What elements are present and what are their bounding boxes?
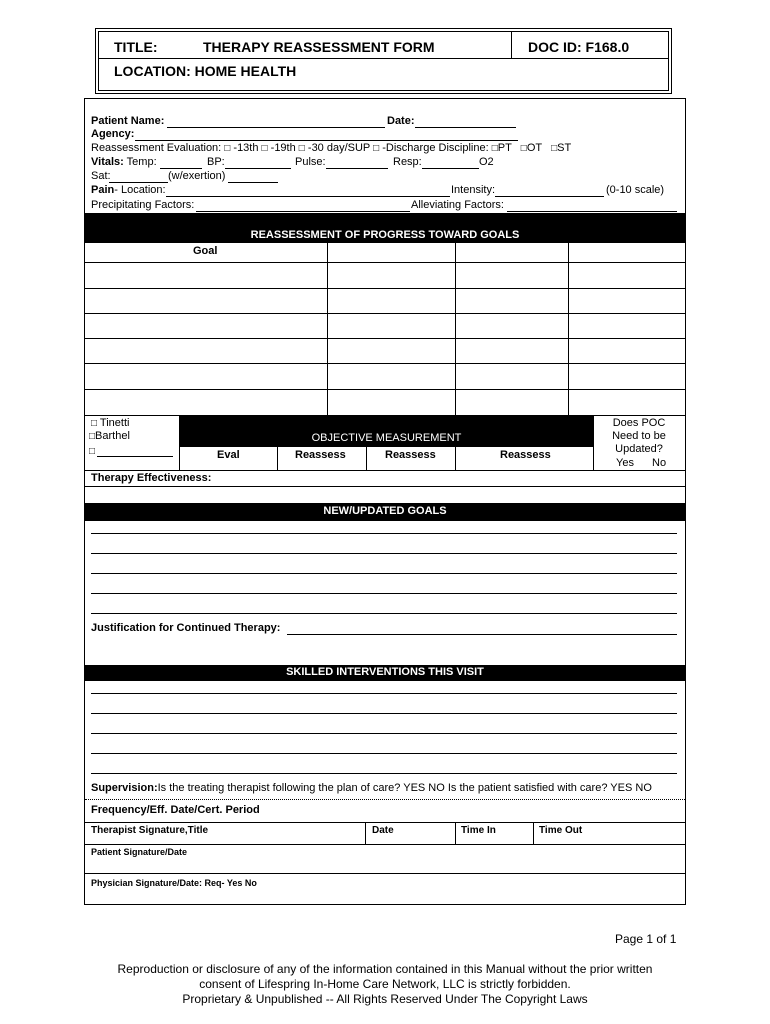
signature-col-line (533, 822, 534, 844)
progress-section-title: REASSESSMENT OF PROGRESS TOWARD GOALS (250, 229, 520, 241)
poc-line-3: Updated? (615, 443, 663, 455)
physician-signature-label: Physician Signature/Date: Req- Yes No (91, 878, 257, 888)
goal-col-line (568, 243, 569, 415)
resp-label: Resp: (393, 156, 422, 168)
checkbox-icon[interactable]: □ (89, 431, 96, 442)
discipline-label: Discipline: (438, 142, 489, 154)
sat-label: Sat: (91, 170, 111, 182)
pain-label: Pain (91, 184, 115, 196)
checkbox-icon[interactable]: □ (89, 446, 96, 457)
goal-row-line (85, 363, 685, 364)
header-divider (511, 31, 512, 58)
o2-label: O2 (479, 156, 494, 168)
signature-col-line (365, 822, 366, 844)
supervision-text: Is the treating therapist following the plan of care? YES NO Is the patient satisfied with care? YES NO (157, 782, 652, 794)
reassess-header-3: Reassess (500, 449, 551, 461)
option-30day: -30 day/SUP (307, 142, 371, 154)
justification-field[interactable] (287, 634, 677, 635)
supervision-row (91, 782, 652, 794)
intervention-line[interactable] (91, 713, 677, 714)
checkbox-icon[interactable]: □ (373, 143, 380, 154)
poc-question (596, 417, 682, 456)
therapy-effectiveness-label: Therapy Effectiveness: (91, 472, 212, 484)
tinetti-label: Tinetti (99, 417, 130, 429)
page-number: Page 1 of 1 (615, 932, 677, 946)
therapist-signature-label: Therapist Signature,Title (91, 825, 209, 836)
option-19th: -19th (270, 142, 296, 154)
agency-field[interactable] (135, 140, 518, 141)
progress-section-bar (85, 213, 685, 243)
justification-label: Justification for Continued Therapy: (91, 622, 281, 634)
precipitating-field[interactable] (196, 211, 410, 212)
location: LOCATION: HOME HEALTH (114, 63, 297, 79)
agency-label: Agency: (91, 128, 135, 140)
new-goal-line[interactable] (91, 533, 677, 534)
poc-no[interactable]: No (652, 457, 667, 469)
other-measure-row (89, 445, 95, 457)
footer-line-1: Reproduction or disclosure of any of the information contained in this Manual without the prior written (117, 962, 653, 976)
footer-line-2: consent of Lifespring In-Home Care Network, LLC is strictly forbidden. (199, 977, 571, 991)
sat-field[interactable] (109, 182, 168, 183)
discipline-ot: OT (526, 142, 542, 154)
pain-row (91, 184, 166, 196)
reassessment-row (91, 142, 571, 154)
supervision-divider (85, 799, 685, 800)
objective-section-bar (180, 416, 593, 447)
doc-id: DOC ID: F168.0 (528, 39, 630, 55)
date-field[interactable] (415, 127, 516, 128)
eval-header: Eval (217, 449, 240, 461)
objective-col-line (277, 447, 278, 470)
pain-location-field[interactable] (166, 196, 450, 197)
reassess-header-2: Reassess (385, 449, 436, 461)
objective-bottom-line (85, 470, 685, 471)
reassess-header-1: Reassess (295, 449, 346, 461)
objective-section-title: OBJECTIVE MEASUREMENT (311, 432, 462, 444)
checkbox-icon[interactable]: □ (261, 143, 268, 154)
goal-row-line (85, 288, 685, 289)
time-out-label: Time Out (539, 825, 583, 836)
intervention-line[interactable] (91, 753, 677, 754)
goal-col-line (455, 243, 456, 415)
new-goal-line[interactable] (91, 573, 677, 574)
intensity-field[interactable] (495, 196, 604, 197)
intensity-label: Intensity: (451, 184, 496, 196)
signature-top-line (85, 822, 685, 823)
intervention-line[interactable] (91, 773, 677, 774)
checkbox-icon[interactable]: □ (298, 143, 305, 154)
bp-label: BP: (207, 156, 225, 168)
objective-col-line (455, 447, 456, 470)
checkbox-icon[interactable]: □ (491, 143, 498, 154)
goal-row-line (85, 338, 685, 339)
alleviating-label: Alleviating Factors: (411, 199, 504, 211)
supervision-label: Supervision: (91, 782, 158, 794)
title-label: TITLE: (114, 39, 158, 55)
goal-row-line (85, 262, 685, 263)
bp-field[interactable] (225, 168, 291, 169)
objective-col-line (366, 447, 367, 470)
checkbox-icon[interactable]: □ (520, 143, 527, 154)
discipline-pt: PT (497, 142, 512, 154)
pulse-label: Pulse: (295, 156, 326, 168)
goal-row-line (85, 313, 685, 314)
other-measure-field[interactable] (97, 456, 173, 457)
exertion-label: (w/exertion) (168, 170, 226, 182)
new-goals-bar (85, 503, 685, 521)
header-rule (98, 58, 669, 59)
patient-name-field[interactable] (167, 127, 385, 128)
temp-field[interactable] (160, 168, 202, 169)
new-goal-line[interactable] (91, 613, 677, 614)
new-goal-line[interactable] (91, 593, 677, 594)
checkbox-icon[interactable]: □ (551, 143, 558, 154)
patient-name-label: Patient Name: (91, 115, 165, 127)
precipitating-label: Precipitating Factors: (91, 199, 195, 211)
checkbox-icon[interactable]: □ (91, 418, 98, 429)
frequency-label: Frequency/Eff. Date/Cert. Period (91, 804, 260, 816)
form-title: THERAPY REASSESSMENT FORM (203, 39, 435, 55)
exertion-field[interactable] (228, 182, 278, 183)
skilled-interventions-title: SKILLED INTERVENTIONS THIS VISIT (286, 666, 484, 678)
intervention-line[interactable] (91, 693, 677, 694)
poc-yes[interactable]: Yes (616, 457, 634, 469)
objective-col-line (593, 415, 594, 470)
temp-label: Temp: (126, 156, 157, 168)
signature-row-line (85, 873, 685, 874)
reassessment-label: Reassessment Evaluation: (91, 142, 222, 154)
intervention-line[interactable] (91, 733, 677, 734)
patient-name-row (91, 115, 164, 127)
poc-line-1: Does POC (612, 417, 666, 429)
scale-label: (0-10 scale) (606, 184, 665, 196)
vitals-label: Vitals: (91, 156, 124, 168)
goal-row-line (85, 389, 685, 390)
poc-line-2: Need to be (612, 430, 666, 442)
signature-row-line (85, 844, 685, 845)
resp-field[interactable] (422, 168, 479, 169)
signature-date-label: Date (372, 825, 394, 836)
barthel-label: Barthel (95, 430, 130, 442)
new-goals-title: NEW/UPDATED GOALS (323, 505, 447, 517)
effectiveness-line (85, 486, 685, 487)
date-label: Date: (387, 115, 415, 127)
goal-col-line (327, 243, 328, 415)
goal-header: Goal (193, 245, 218, 257)
document-header (95, 28, 672, 94)
checkbox-icon[interactable]: □ (224, 143, 231, 154)
option-13th: -13th (233, 142, 259, 154)
time-in-label: Time In (461, 825, 496, 836)
option-discharge: -Discharge (382, 142, 436, 154)
pain-location-label: - Location: (114, 184, 166, 196)
alleviating-field[interactable] (507, 211, 677, 212)
new-goal-line[interactable] (91, 553, 677, 554)
tinetti-row (91, 417, 129, 429)
barthel-row (89, 430, 130, 442)
pulse-field[interactable] (326, 168, 388, 169)
skilled-interventions-bar (85, 665, 685, 681)
patient-signature-label: Patient Signature/Date (91, 847, 188, 857)
vitals-row (91, 156, 157, 168)
footer-line-3: Proprietary & Unpublished -- All Rights Reserved Under The Copyright Laws (182, 992, 588, 1006)
signature-col-line (455, 822, 456, 844)
discipline-st: ST (557, 142, 572, 154)
